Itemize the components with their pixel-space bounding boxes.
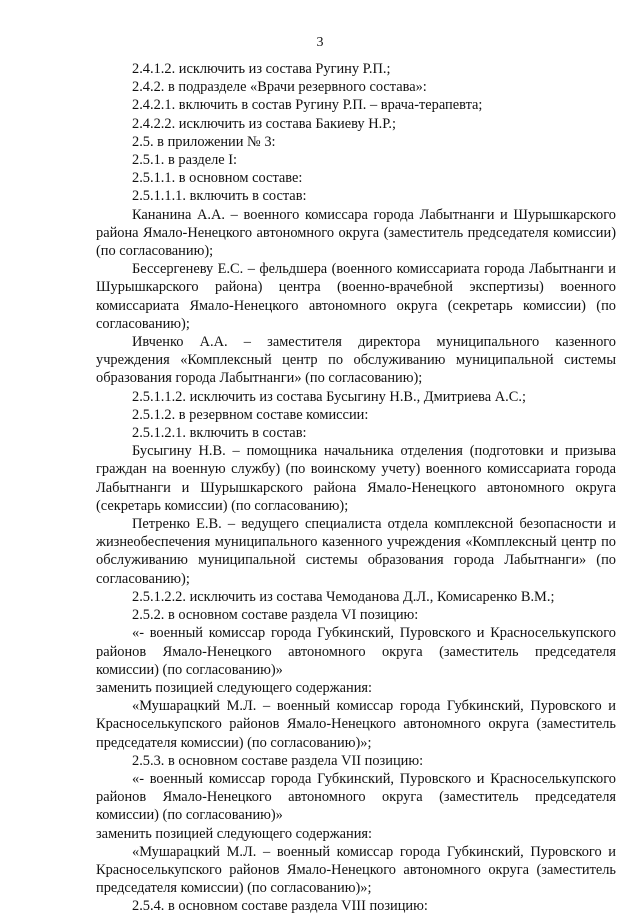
- paragraph: 2.5.1.2.2. исключить из состава Чемоданова Д.Л., Комисаренко В.М.;: [132, 588, 555, 605]
- paragraph: «- военный комиссар города Губкинский, Пуровского и Красноселькупского районов Ямало-Ненецкого автономного округа (заместитель председателя комиссии) (по согласованию)»: [96, 770, 616, 824]
- paragraph: 2.5. в приложении № 3:: [132, 133, 276, 150]
- paragraph: 2.4.2. в подразделе «Врачи резервного состава»:: [132, 79, 427, 96]
- paragraph: заменить позицией следующего содержания:: [96, 825, 373, 842]
- paragraph: 2.5.1. в разделе I:: [132, 152, 238, 169]
- paragraph: «- военный комиссар города Губкинский, Пуровского и Красноселькупского районов Ямало-Ненецкого автономного округа (заместитель председателя комиссии) (по согласованию)»: [96, 625, 616, 678]
- paragraph: заменить позицией следующего содержания:: [96, 679, 373, 696]
- paragraph: Кананина А.А. – военного комиссара города Лабытнанги и Шурышкарского района Ямало-Ненецкого автономного округа (заместитель председателя комиссии) (по согласованию);: [96, 206, 616, 260]
- paragraph: «Мушарацкий М.Л. – военный комиссар города Губкинский, Пуровского и Красноселькупского районов Ямало-Ненецкого автономного округа (заместитель председателя комиссии) (по согласованию)»;: [96, 843, 616, 897]
- paragraph: 2.5.1.2. в резервном составе комиссии:: [132, 406, 369, 423]
- paragraph: Ивченко А.А. – заместителя директора муниципального казенного учреждения «Комплексный центр по обслуживанию муниципальной системы образования города Лабытнанги» (по согласованию);: [96, 334, 616, 387]
- page-number: 3: [316, 35, 324, 50]
- paragraph: Петренко Е.В. – ведущего специалиста отдела комплексной безопасности и жизнеобеспечения муниципального казенного учреждения «Комплексный центр по обслуживанию муниципальной системы образования города Лабытнанги» (по согласованию);: [96, 516, 616, 587]
- paragraph: 2.5.3. в основном составе раздела VII позицию:: [132, 752, 424, 769]
- paragraph: «Мушарацкий М.Л. – военный комиссар города Губкинский, Пуровского и Красноселькупского районов Ямало-Ненецкого автономного округа (заместитель председателя комиссии) (по согласованию)»;: [96, 698, 616, 751]
- paragraph: Бессергеневу Е.С. – фельдшера (военного комиссариата города Лабытнанги и Шурышкарского района) центра (военно-врачебной экспертизы) военного комиссариата Ямало-Ненецкого автономного округа (секретарь комиссии) (по согласованию);: [96, 261, 616, 332]
- paragraph: 2.5.1.2.1. включить в состав:: [132, 425, 307, 442]
- paragraph: Бусыгину Н.В. – помощника начальника отделения (подготовки и призыва граждан на военную службу) (по воинскому учету) военного комиссариата города Лабытнанги и Шурышкарского района Ямало-Ненецкого автономного округа (секретарь комиссии) (по согласованию);: [96, 443, 616, 514]
- paragraph: 2.5.4. в основном составе раздела VIII позицию:: [132, 898, 428, 915]
- paragraph: 2.5.1.1. в основном составе:: [132, 170, 303, 187]
- paragraph: 2.4.2.2. исключить из состава Бакиеву Н.Р.;: [132, 115, 396, 132]
- paragraph: 2.4.1.2. исключить из состава Ругину Р.П.;: [132, 61, 391, 77]
- document-body: [96, 60, 616, 916]
- paragraph: 2.5.1.1.2. исключить из состава Бусыгину Н.В., Дмитриева А.С.;: [132, 388, 526, 405]
- paragraph: 2.5.1.1.1. включить в состав:: [132, 188, 307, 205]
- paragraph: 2.5.2. в основном составе раздела VI позицию:: [132, 607, 419, 624]
- paragraph: 2.4.2.1. включить в состав Ругину Р.П. – врача-терапевта;: [132, 97, 483, 114]
